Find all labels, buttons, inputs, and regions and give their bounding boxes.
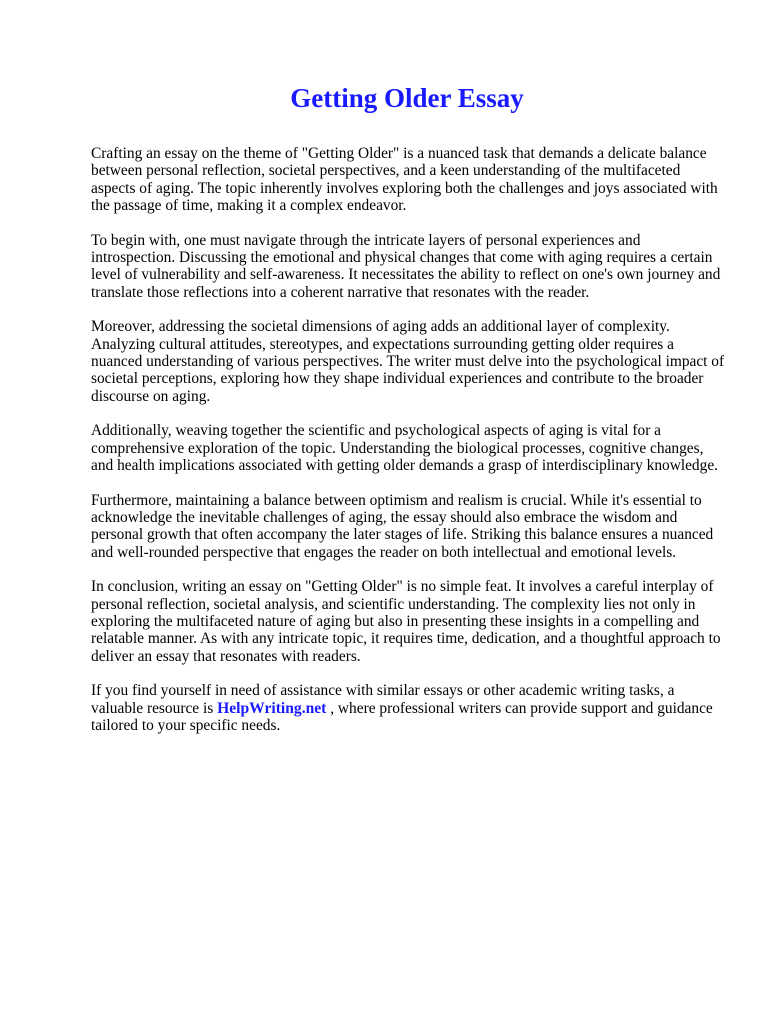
helpwriting-link[interactable]: HelpWriting.net <box>217 699 327 717</box>
paragraph-2: To begin with, one must navigate through the intricate layers of personal experiences and introspection. Discussing the emotional and physical changes that come with aging requires a certain level of vulnerability and self-awareness. It necessitates the ability to reflect on one's own journey and translate those reflections into a coherent narrative that resonates with the reader. <box>91 231 721 301</box>
paragraph-1: Crafting an essay on the theme of "Getting Older" is a nuanced task that demands a delicate balance between personal reflection, societal perspectives, and a keen understanding of the multifaceted aspects of aging. The topic inherently involves exploring both the challenges and joys associated with the passage of time, making it a complex endeavor. <box>91 145 718 215</box>
paragraph-4: Additionally, weaving together the scientific and psychological aspects of aging is vital for a comprehensive exploration of the topic. Understanding the biological processes, cognitive changes, and health implications associated with getting older demands a grasp of interdisciplinary knowledge. <box>91 422 719 475</box>
closing-text-after-link: , where professional writers can provide support and guidance tailored to your specific needs. <box>91 699 713 734</box>
paragraph-3: Moreover, addressing the societal dimensions of aging adds an additional layer of complexity. Analyzing cultural attitudes, stereotypes, and expectations surrounding getting older requires a nuanced understanding of various perspectives. The writer must delve into the psychological impact of societal perceptions, exploring how they shape individual experiences and contribute to the broader discourse on aging. <box>91 318 725 405</box>
closing-text-before-link: If you find yourself in need of assistance with similar essays or other academic writing tasks, a valuable resource is <box>91 682 675 717</box>
paragraph-5: Furthermore, maintaining a balance between optimism and realism is crucial. While it's essential to acknowledge the inevitable challenges of aging, the essay should also embrace the wisdom and personal growth that often accompany the later stages of life. Striking this balance ensures a nuanced and well-rounded perspective that engages the reader on both intellectual and emotional levels. <box>91 491 714 561</box>
closing-paragraph <box>91 682 725 734</box>
paragraph-6: In conclusion, writing an essay on "Getting Older" is no simple feat. It involves a careful interplay of personal reflection, societal analysis, and scientific understanding. The complexity lies not only in exploring the multifaceted nature of aging but also in presenting these insights in a compelling and relatable manner. As with any intricate topic, it requires time, dedication, and a thoughtful approach to deliver an essay that resonates with readers. <box>91 578 721 665</box>
page-title: Getting Older Essay <box>290 83 524 113</box>
essay-body <box>91 145 725 751</box>
